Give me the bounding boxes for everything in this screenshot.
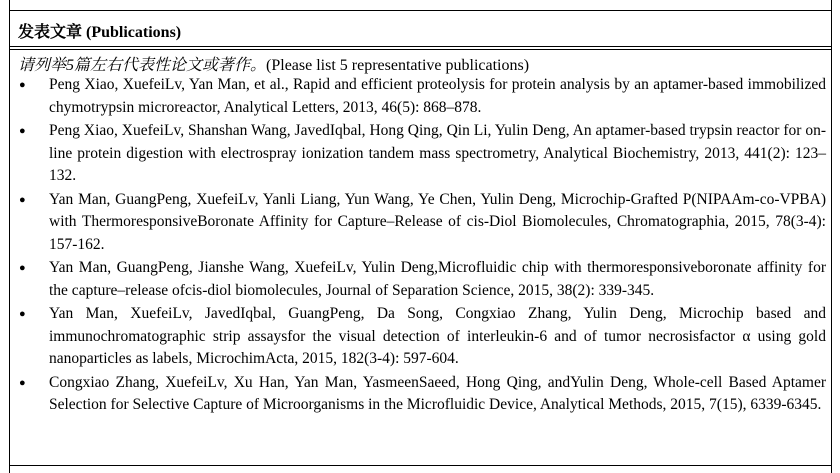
publication-citation: Yan Man, XuefeiLv, JavedIqbal, GuangPeng, Da Song, Congxiao Zhang, Yulin Deng, Microchip based and immunochromatographic strip assaysfor the visual detection of interleukin-6 and of tumor necrosisfactor α using gold nanoparticles as labels, MicrochimActa, 2015, 182(3-4): 597-604.	[49, 305, 826, 367]
publication-list	[18, 74, 826, 418]
bullet-icon: ●	[19, 125, 26, 137]
section-title: 发表文章 (Publications)	[18, 24, 182, 41]
instruction	[18, 52, 529, 75]
bullet-icon: ●	[19, 376, 26, 389]
bullet-icon: ●	[19, 262, 26, 274]
bullet-icon: ●	[19, 79, 26, 91]
table-top-border	[9, 10, 832, 11]
header-divider	[9, 46, 832, 47]
publication-item	[18, 372, 826, 417]
publication-item	[18, 120, 826, 188]
publication-item	[18, 303, 826, 371]
publication-citation: Yan Man, GuangPeng, XuefeiLv, Yanli Liang, Yun Wang, Ye Chen, Yulin Deng, Microchip‑Grafted P(NIPAAm‑co‑VPBA) with ThermoresponsiveBoronate Affinity for Capture–Release of cis‑Diol Biomolecules, Chromatographia, 2015, 78(3-4): 157-162.	[49, 190, 826, 253]
instruction-chinese: 请列举5篇左右代表性论文或著作。	[18, 57, 267, 74]
publication-citation: Yan Man, GuangPeng, Jianshe Wang, XuefeiLv, Yulin Deng,Microfluidic chip with thermoresponsiveboronate affinity for the capture–release ofcis-diol biomolecules, Journal of Separation Science, 2015, 38(2): 339-345.	[49, 259, 826, 299]
publication-citation: Peng Xiao, XuefeiLv, Yan Man, et al., Rapid and efficient proteolysis for protein analysis by an aptamer-based immobilized chymotrypsin microreactor, Analytical Letters, 2013, 46(5): 868–878.	[49, 76, 826, 116]
bullet-icon: ●	[19, 308, 26, 320]
publication-citation: Congxiao Zhang, XuefeiLv, Xu Han, Yan Man, YasmeenSaeed, Hong Qing, andYulin Deng, Whole-cell Based Aptamer Selection for Selective Capture of Microorganisms in the Microfluidic Device, Analytical Methods, 2015, 7(15), 6339-6345.	[49, 373, 826, 413]
publication-item	[18, 257, 826, 302]
publication-item	[18, 74, 826, 119]
header-divider-double	[9, 49, 832, 50]
publication-item	[18, 189, 826, 257]
bullet-icon: ●	[19, 193, 26, 206]
publication-citation: Peng Xiao, XuefeiLv, Shanshan Wang, JavedIqbal, Hong Qing, Qin Li, Yulin Deng, An aptamer-based trypsin reactor for on-line protein digestion with electrospray ionization tandem mass spectrometry, Analytical Biochemistry, 2013, 441(2): 123–132.	[49, 122, 826, 184]
table-bottom-border	[9, 465, 832, 466]
instruction-english: (Please list 5 representative publications)	[266, 57, 530, 74]
